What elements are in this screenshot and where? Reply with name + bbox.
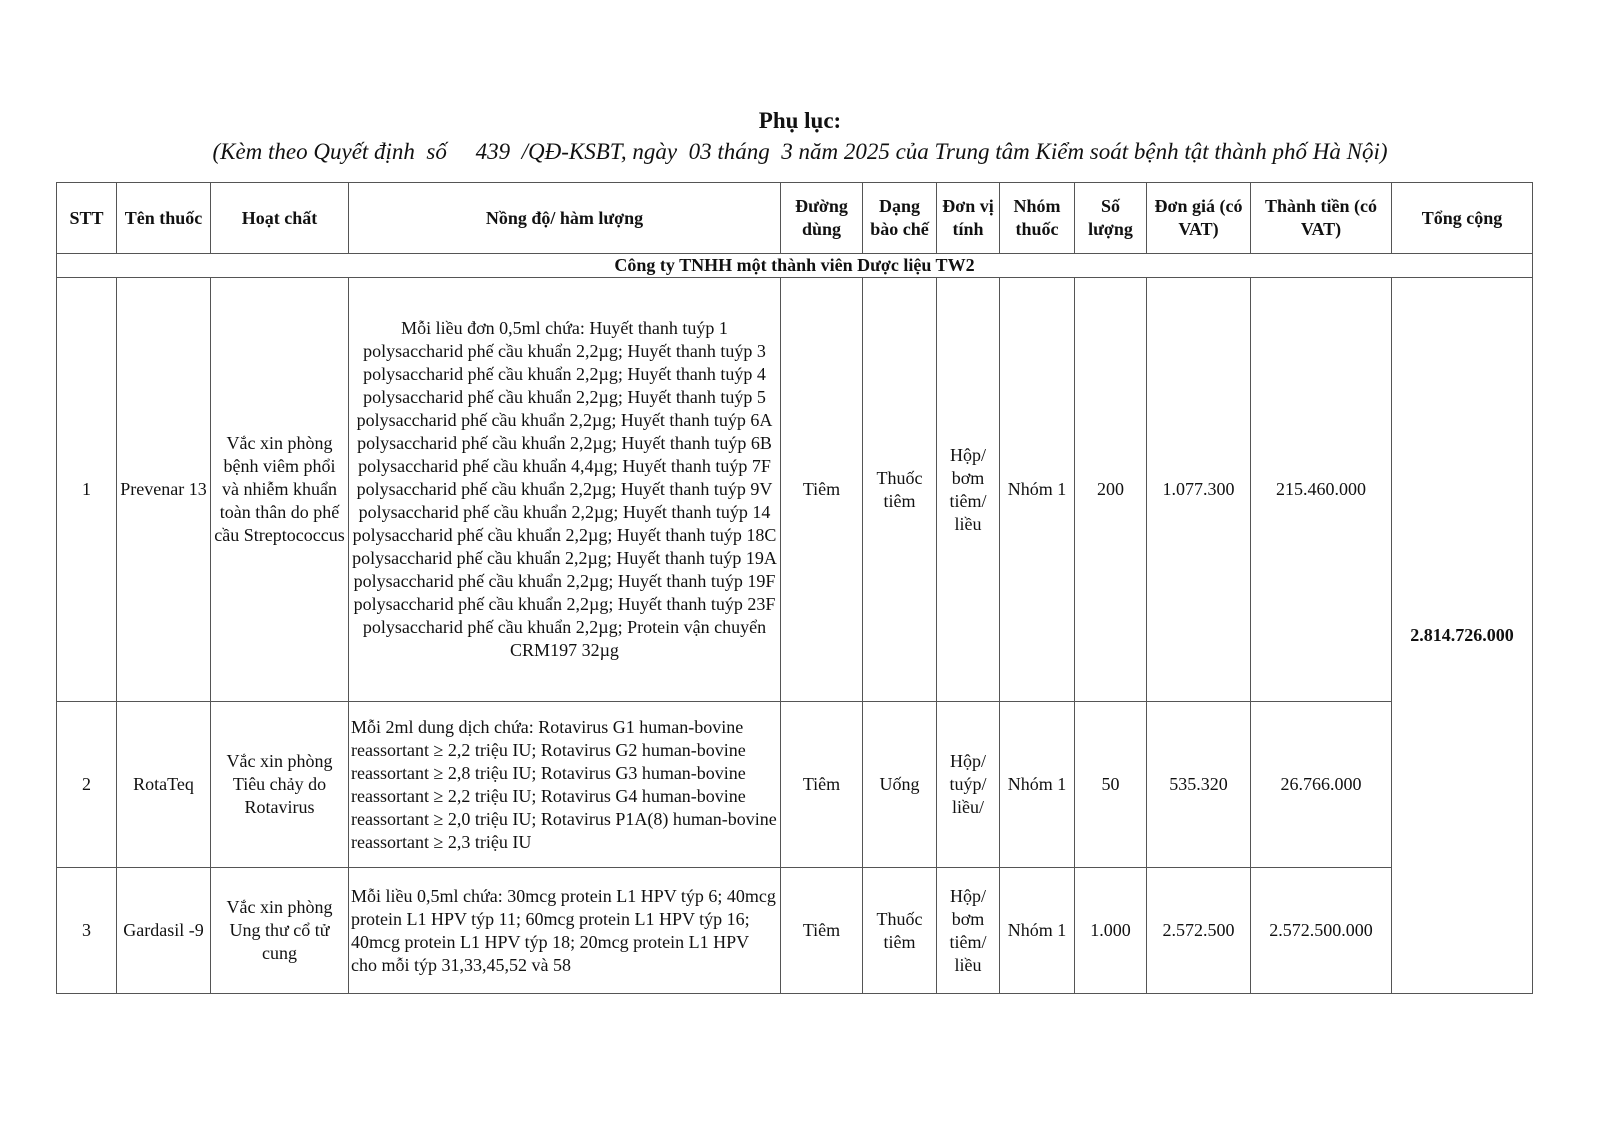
table-row bbox=[57, 868, 1533, 994]
header-total: Tổng cộng bbox=[1392, 183, 1533, 254]
header-route: Đường dùng bbox=[781, 183, 863, 254]
cell-grand-total: 2.814.726.000 bbox=[1392, 278, 1533, 994]
cell-concentration: Mỗi 2ml dung dịch chứa: Rotavirus G1 human-bovine reassortant ≥ 2,2 triệu IU; Rotavirus G2 human-bovine reassortant ≥ 2,8 triệu IU; Rotavirus G3 human-bovine reassortant ≥ 2,2 triệu IU; Rotavirus G4 human-bovine reassortant ≥ 2,0 triệu IU; Rotavirus P1A(8) human-bovine reassortant ≥ 2,3 triệu IU bbox=[349, 702, 781, 868]
cell-route: Tiêm bbox=[781, 702, 863, 868]
header-unit: Đơn vị tính bbox=[937, 183, 1000, 254]
cell-unit: Hộp/ bơm tiêm/ liều bbox=[937, 278, 1000, 702]
cell-drug-name: RotaTeq bbox=[117, 702, 211, 868]
header-drug-group: Nhóm thuốc bbox=[1000, 183, 1075, 254]
cell-unit-price: 1.077.300 bbox=[1147, 278, 1251, 702]
cell-dosage-form: Uống bbox=[863, 702, 937, 868]
cell-unit: Hộp/ tuýp/ liều/ bbox=[937, 702, 1000, 868]
supplier-name: Công ty TNHH một thành viên Dược liệu TW2 bbox=[57, 254, 1533, 278]
header-active-ingredient: Hoạt chất bbox=[211, 183, 349, 254]
appendix-title: Phụ lục: bbox=[758, 108, 842, 133]
cell-amount: 26.766.000 bbox=[1251, 702, 1392, 868]
cell-stt: 2 bbox=[57, 702, 117, 868]
cell-concentration: Mỗi liều 0,5ml chứa: 30mcg protein L1 HPV týp 6; 40mcg protein L1 HPV týp 11; 60mcg protein L1 HPV týp 16; 40mcg protein L1 HPV týp 18; 20mcg protein L1 HPV cho mỗi týp 31,33,45,52 và 58 bbox=[349, 868, 781, 994]
appendix-subtitle: (Kèm theo Quyết định số 439 /QĐ-KSBT, ngày 03 tháng 3 năm 2025 của Trung tâm Kiểm soát bệnh tật thành phố Hà Nội) bbox=[212, 139, 1388, 164]
cell-drug-name: Gardasil -9 bbox=[117, 868, 211, 994]
cell-stt: 1 bbox=[57, 278, 117, 702]
table-row bbox=[57, 702, 1533, 868]
vaccine-price-table bbox=[56, 182, 1533, 994]
cell-unit: Hộp/ bơm tiêm/ liều bbox=[937, 868, 1000, 994]
header-dosage-form: Dạng bào chế bbox=[863, 183, 937, 254]
cell-amount: 2.572.500.000 bbox=[1251, 868, 1392, 994]
cell-route: Tiêm bbox=[781, 278, 863, 702]
cell-stt: 3 bbox=[57, 868, 117, 994]
cell-unit-price: 535.320 bbox=[1147, 702, 1251, 868]
header-unit-price: Đơn giá (có VAT) bbox=[1147, 183, 1251, 254]
cell-dosage-form: Thuốc tiêm bbox=[863, 278, 937, 702]
header-quantity: Số lượng bbox=[1075, 183, 1147, 254]
cell-active-ingredient: Vắc xin phòng Tiêu chảy do Rotavirus bbox=[211, 702, 349, 868]
cell-drug-name: Prevenar 13 bbox=[117, 278, 211, 702]
group-row bbox=[57, 254, 1533, 278]
cell-drug-group: Nhóm 1 bbox=[1000, 278, 1075, 702]
header-stt: STT bbox=[57, 183, 117, 254]
table-row bbox=[57, 278, 1533, 702]
cell-dosage-form: Thuốc tiêm bbox=[863, 868, 937, 994]
cell-amount: 215.460.000 bbox=[1251, 278, 1392, 702]
cell-drug-group: Nhóm 1 bbox=[1000, 702, 1075, 868]
header-amount: Thành tiền (có VAT) bbox=[1251, 183, 1392, 254]
table-header-row bbox=[57, 183, 1533, 254]
cell-quantity: 1.000 bbox=[1075, 868, 1147, 994]
cell-active-ingredient: Vắc xin phòng bệnh viêm phổi và nhiễm khuẩn toàn thân do phế cầu Streptococcus bbox=[211, 278, 349, 702]
header-concentration: Nồng độ/ hàm lượng bbox=[349, 183, 781, 254]
cell-active-ingredient: Vắc xin phòng Ung thư cổ tử cung bbox=[211, 868, 349, 994]
cell-unit-price: 2.572.500 bbox=[1147, 868, 1251, 994]
cell-concentration: Mỗi liều đơn 0,5ml chứa: Huyết thanh tuýp 1 polysaccharid phế cầu khuẩn 2,2µg; Huyết thanh tuýp 3 polysaccharid phế cầu khuẩn 2,2µg; Huyết thanh tuýp 4 polysaccharid phế cầu khuẩn 2,2µg; Huyết thanh tuýp 5 polysaccharid phế cầu khuẩn 2,2µg; Huyết thanh tuýp 6A polysaccharid phế cầu khuẩn 2,2µg; Huyết thanh tuýp 6B polysaccharid phế cầu khuẩn 4,4µg; Huyết thanh tuýp 7F polysaccharid phế cầu khuẩn 2,2µg; Huyết thanh tuýp 9V polysaccharid phế cầu khuẩn 2,2µg; Huyết thanh tuýp 14 polysaccharid phế cầu khuẩn 2,2µg; Huyết thanh tuýp 18C polysaccharid phế cầu khuẩn 2,2µg; Huyết thanh tuýp 19A polysaccharid phế cầu khuẩn 2,2µg; Huyết thanh tuýp 19F polysaccharid phế cầu khuẩn 2,2µg; Huyết thanh tuýp 23F polysaccharid phế cầu khuẩn 2,2µg; Protein vận chuyển CRM197 32µg bbox=[349, 278, 781, 702]
cell-quantity: 200 bbox=[1075, 278, 1147, 702]
cell-quantity: 50 bbox=[1075, 702, 1147, 868]
header-drug-name: Tên thuốc bbox=[117, 183, 211, 254]
cell-route: Tiêm bbox=[781, 868, 863, 994]
cell-drug-group: Nhóm 1 bbox=[1000, 868, 1075, 994]
